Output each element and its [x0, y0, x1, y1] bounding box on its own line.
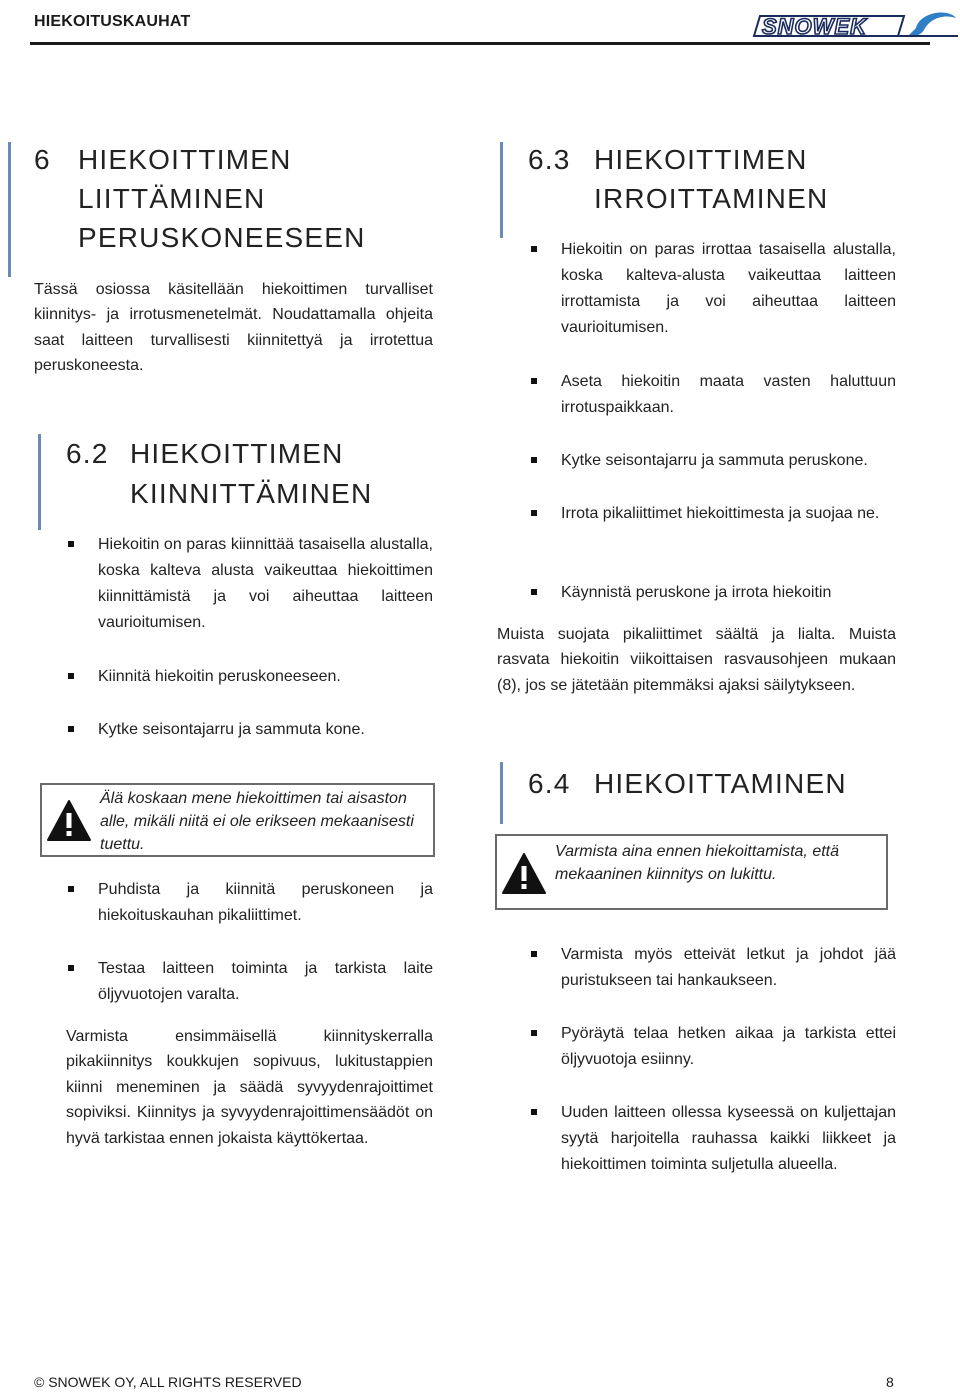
- section-marker-bar: [500, 762, 503, 824]
- list-item: Irrota pikaliittimet hiekoittimesta ja suojaa ne.: [561, 505, 880, 522]
- bullet-marker: [531, 951, 537, 957]
- section-6-2-heading: [66, 434, 406, 514]
- bullet-marker: [531, 1109, 537, 1115]
- section-6-3-heading: [528, 140, 868, 220]
- bullet-marker: [68, 541, 74, 547]
- section-6-2-closing: Varmista ensimmäisellä kiinnityskerralla pikakiinnitys koukkujen sopivuus, lukitustappien kiinni meneminen ja säädä syvyydenrajoittimet sopiviksi. Kiinnitys ja syvyydenrajoittimensäädöt on hyvä tarkistaa ennen jokaista käyttökertaa.: [66, 1028, 433, 1147]
- list-item: Käynnistä peruskone ja irrota hiekoitin: [561, 584, 832, 601]
- footer-copyright: [34, 1374, 302, 1390]
- list-item: Puhdista ja kiinnitä peruskoneen ja hiekoituskauhan pikaliittimet.: [98, 881, 433, 924]
- list-item: Testaa laitteen toiminta ja tarkista laite öljyvuotojen varalta.: [98, 960, 433, 1003]
- list-item: Hiekoitin on paras irrottaa tasaisella alustalla, koska kalteva-alusta vaikeuttaa laitteen irrottamista ja voi aiheuttaa laitteen vaurioitumisen.: [561, 241, 896, 336]
- list-item: Kiinnitä hiekoitin peruskoneeseen.: [98, 668, 341, 685]
- bullet-marker: [531, 1030, 537, 1036]
- section-marker-bar: [8, 142, 11, 277]
- heading-line: LIITTÄMINEN: [78, 183, 266, 214]
- list-item: Kytke seisontajarru ja sammuta peruskone.: [561, 452, 868, 469]
- heading-line: HIEKOITTIMEN: [78, 144, 292, 175]
- section-number: 6.2: [66, 438, 109, 469]
- heading-line: KIINNITTÄMINEN: [130, 478, 373, 509]
- heading-line: PERUSKONEESEEN: [78, 222, 366, 253]
- warning-box: [40, 783, 435, 857]
- copyright-text: SNOWEK OY, ALL RIGHTS RESERVED: [48, 1374, 302, 1390]
- section-marker-bar: [500, 142, 503, 238]
- page-number: 8: [886, 1374, 894, 1390]
- warning-triangle-icon: [46, 799, 92, 843]
- bullet-marker: [68, 726, 74, 732]
- section-6-3-closing: Muista suojata pikaliittimet säältä ja lialta. Muista rasvata hiekoitin viikoittaisen rasvausohjeen mukaan (8), jos se jätetään pitemmäksi ajaksi säilytykseen.: [497, 626, 896, 694]
- list-item: Uuden laitteen ollessa kyseessä on kuljettajan syytä harjoitella rauhassa kaikki liikkeet ja hiekoittimen toiminta suljetulla alueella.: [561, 1104, 896, 1173]
- warning-box: [495, 834, 888, 910]
- section-number: 6.3: [528, 144, 571, 175]
- logo-text: SNOWEK: [762, 14, 867, 39]
- snowek-logo: [748, 6, 960, 44]
- header-rule: [30, 42, 930, 45]
- bullet-marker: [531, 589, 537, 595]
- bullet-marker: [68, 965, 74, 971]
- list-item: Kytke seisontajarru ja sammuta kone.: [98, 721, 365, 738]
- bullet-marker: [68, 673, 74, 679]
- list-item: Varmista myös etteivät letkut ja johdot jää puristukseen tai hankaukseen.: [561, 946, 896, 989]
- document-header-title: HIEKOITUSKAUHAT: [34, 13, 191, 30]
- heading-line: IRROITTAMINEN: [594, 183, 829, 214]
- section-6-intro: Tässä osiossa käsitellään hiekoittimen turvalliset kiinnitys- ja irrotusmenetelmät. Noudattamalla ohjeita saat laitteen turvallisesti kiinnitettyä ja irrotettua peruskoneesta.: [34, 281, 433, 375]
- bullet-marker: [531, 246, 537, 252]
- section-number: 6: [34, 144, 51, 175]
- list-item: Pyöräytä telaa hetken aikaa ja tarkista ettei öljyvuotoja esiinny.: [561, 1025, 896, 1068]
- copyright-icon: ©: [34, 1374, 45, 1390]
- section-6-4-heading: [528, 764, 868, 804]
- section-number: 6.4: [528, 768, 571, 799]
- warning-text: Varmista aina ennen hiekoittamista, että mekaaninen kiinnitys on lukittu.: [555, 843, 840, 883]
- list-item: Hiekoitin on paras kiinnittää tasaisella alustalla, koska kalteva alusta vaikeuttaa hiekoittimen kiinnittämistä ja voi aiheuttaa laitteen vaurioitumisen.: [98, 536, 433, 631]
- bullet-marker: [531, 378, 537, 384]
- bullet-marker: [531, 510, 537, 516]
- bullet-marker: [68, 886, 74, 892]
- section-6-heading: [34, 140, 394, 260]
- section-marker-bar: [38, 434, 41, 530]
- warning-text: Älä koskaan mene hiekoittimen tai aisaston alle, mikäli niitä ei ole erikseen mekaanisesti tuettu.: [100, 790, 414, 853]
- heading-line: HIEKOITTAMINEN: [594, 768, 847, 799]
- heading-line: HIEKOITTIMEN: [594, 144, 808, 175]
- list-item: Aseta hiekoitin maata vasten haluttuun irrotuspaikkaan.: [561, 373, 896, 416]
- heading-line: HIEKOITTIMEN: [130, 438, 344, 469]
- bullet-marker: [531, 457, 537, 463]
- warning-triangle-icon: [501, 852, 547, 896]
